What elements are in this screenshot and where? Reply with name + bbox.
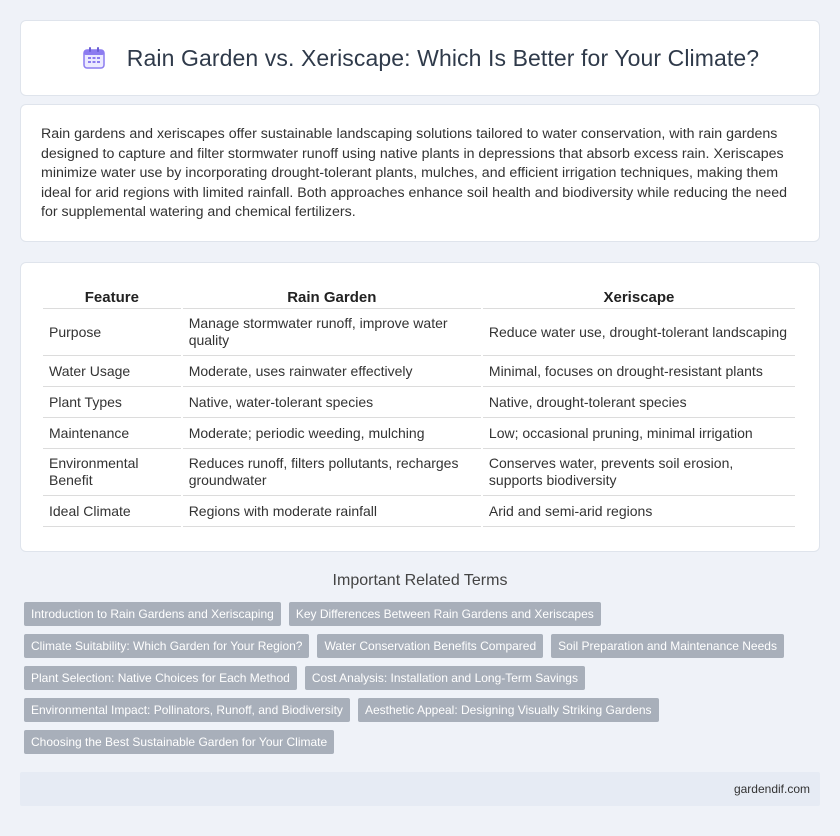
related-term-tag[interactable]: Soil Preparation and Maintenance Needs [551, 634, 784, 658]
related-term-tag[interactable]: Climate Suitability: Which Garden for Your Region? [24, 634, 309, 658]
related-term-tag[interactable]: Plant Selection: Native Choices for Each Method [24, 666, 297, 690]
related-term-tag[interactable]: Aesthetic Appeal: Designing Visually Striking Gardens [358, 698, 659, 722]
rain-garden-cell: Moderate; periodic weeding, mulching [183, 418, 481, 449]
rain-garden-cell: Manage stormwater runoff, improve water quality [183, 309, 481, 356]
footer-site-link[interactable]: gardendif.com [733, 782, 810, 796]
footer [20, 772, 820, 806]
rain-garden-cell: Reduces runoff, filters pollutants, recharges groundwater [183, 449, 481, 496]
rain-garden-cell: Moderate, uses rainwater effectively [183, 356, 481, 387]
xeriscape-cell: Native, drought-tolerant species [483, 387, 795, 418]
related-terms-title: Important Related Terms [332, 572, 508, 589]
intro-card [20, 104, 820, 242]
rain-garden-cell: Regions with moderate rainfall [183, 496, 481, 527]
related-term-tag[interactable]: Water Conservation Benefits Compared [317, 634, 543, 658]
table-row [43, 356, 795, 387]
title-wrap [81, 45, 759, 72]
header-feature: Feature [43, 285, 181, 309]
table-row [43, 496, 795, 527]
calendar-icon [81, 45, 107, 71]
xeriscape-cell: Arid and semi-arid regions [483, 496, 795, 527]
rain-garden-cell: Native, water-tolerant species [183, 387, 481, 418]
related-term-tag[interactable]: Key Differences Between Rain Gardens and Xeriscapes [289, 602, 601, 626]
feature-cell: Environmental Benefit [43, 449, 181, 496]
feature-cell: Water Usage [43, 356, 181, 387]
header-card [20, 20, 820, 96]
comparison-table [41, 285, 797, 527]
page-title: Rain Garden vs. Xeriscape: Which Is Better for Your Climate? [126, 44, 760, 71]
xeriscape-cell: Minimal, focuses on drought-resistant plants [483, 356, 795, 387]
related-terms-list [20, 602, 800, 754]
header-xeriscape: Xeriscape [483, 285, 795, 309]
intro-text: Rain gardens and xeriscapes offer sustainable landscaping solutions tailored to water conservation, with rain gardens designed to capture and filter stormwater runoff using native plants in depressions that absorb excess rain. Xeriscapes minimize water use by incorporating drought-tolerant plants, mulches, and efficient irrigation techniques, making them ideal for arid regions with limited rainfall. Both approaches enhance soil health and biodiversity while reducing the need for supplemental watering and chemical fertilizers. [41, 126, 788, 221]
table-row [43, 387, 795, 418]
table-row [43, 449, 795, 496]
related-term-tag[interactable]: Choosing the Best Sustainable Garden for Your Climate [24, 730, 334, 754]
xeriscape-cell: Reduce water use, drought-tolerant landscaping [483, 309, 795, 356]
feature-cell: Purpose [43, 309, 181, 356]
feature-cell: Plant Types [43, 387, 181, 418]
table-header-row [43, 285, 795, 309]
feature-cell: Ideal Climate [43, 496, 181, 527]
xeriscape-cell: Conserves water, prevents soil erosion, supports biodiversity [483, 449, 795, 496]
table-row [43, 309, 795, 356]
related-term-tag[interactable]: Cost Analysis: Installation and Long-Term Savings [305, 666, 585, 690]
comparison-table-card [20, 262, 820, 552]
related-term-tag[interactable]: Introduction to Rain Gardens and Xeriscaping [24, 602, 281, 626]
related-terms-section [20, 572, 820, 754]
table-row [43, 418, 795, 449]
feature-cell: Maintenance [43, 418, 181, 449]
header-rain-garden: Rain Garden [183, 285, 481, 309]
xeriscape-cell: Low; occasional pruning, minimal irrigation [483, 418, 795, 449]
related-term-tag[interactable]: Environmental Impact: Pollinators, Runoff, and Biodiversity [24, 698, 350, 722]
